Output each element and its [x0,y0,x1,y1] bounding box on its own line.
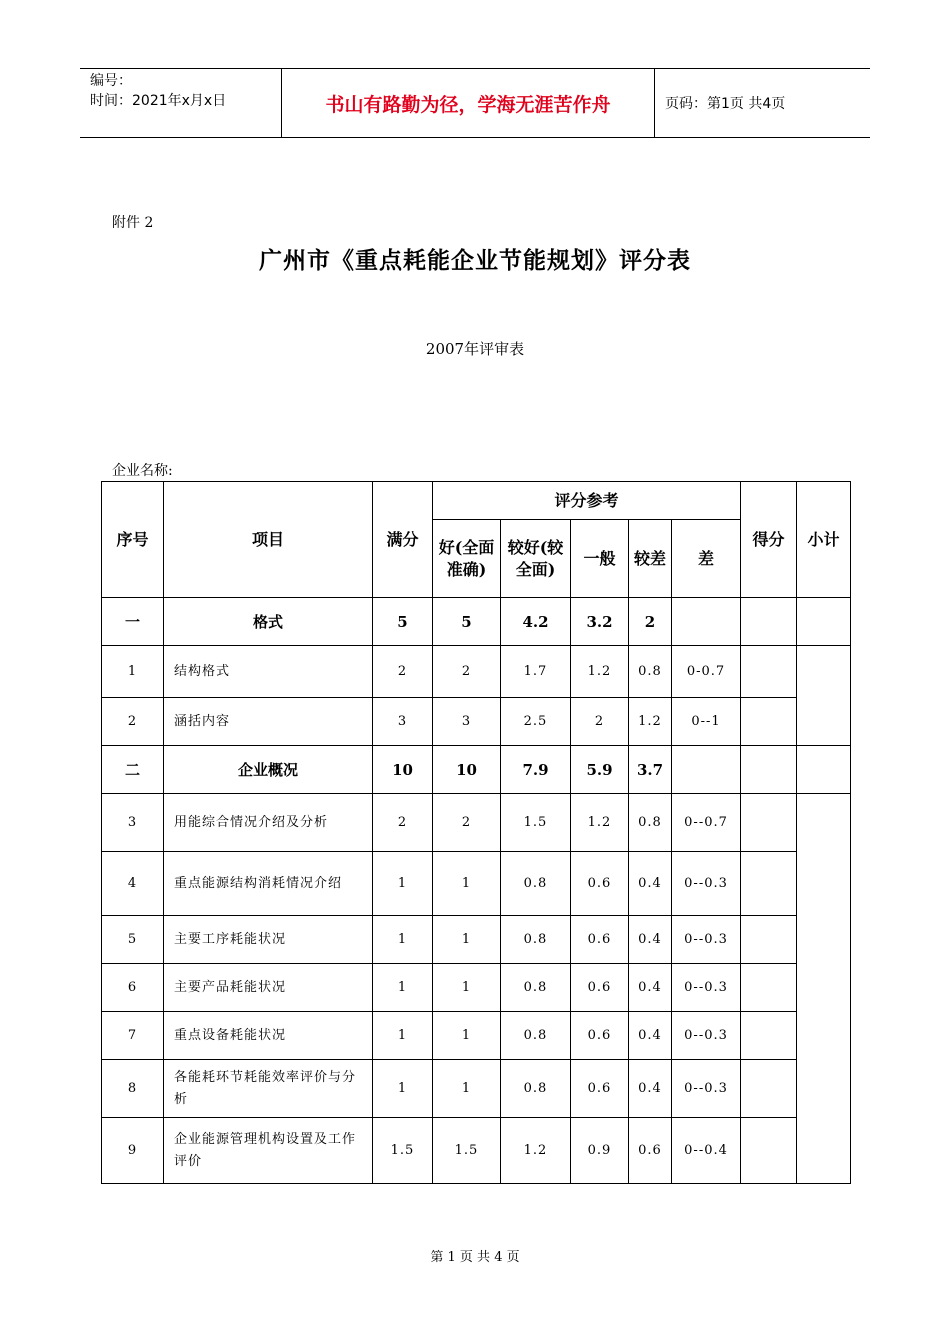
row-no: 7 [102,1012,164,1060]
row-no: 2 [102,698,164,746]
row-item: 用能综合情况介绍及分析 [164,794,373,852]
row-item: 格式 [164,598,373,646]
row-average: 0.6 [571,852,629,916]
row-poor: 0--0.7 [672,794,741,852]
row-poor-ish: 1.2 [629,698,672,746]
row-average: 1.2 [571,794,629,852]
row-poor-ish: 0.4 [629,964,672,1012]
row-subtotal [797,794,851,1184]
row-fairly-good: 4.2 [501,598,571,646]
row-poor-ish: 0.4 [629,916,672,964]
row-poor: 0--0.3 [672,916,741,964]
header-score: 得分 [741,482,797,598]
row-full: 2 [373,646,433,698]
row-poor: 0--1 [672,698,741,746]
row-score [741,698,797,746]
row-poor: 0--0.3 [672,1012,741,1060]
row-item: 主要工序耗能状况 [164,916,373,964]
row-good: 5 [433,598,501,646]
header-poor: 差 [672,520,741,598]
row-no: 9 [102,1118,164,1184]
row-good: 2 [433,794,501,852]
row-poor-ish: 0.4 [629,852,672,916]
row-average: 5.9 [571,746,629,794]
row-no: 3 [102,794,164,852]
page-footer: 第 1 页 共 4 页 [430,1250,520,1265]
header-page-info: 页码：第1页 共4页 [665,96,786,112]
row-no: 5 [102,916,164,964]
header-subtotal: 小计 [797,482,851,598]
header-no: 序号 [102,482,164,598]
row-fairly-good: 0.8 [501,916,571,964]
row-good: 2 [433,646,501,698]
row-poor: 0--0.3 [672,1060,741,1118]
row-full: 1 [373,1012,433,1060]
row-full: 1 [373,916,433,964]
row-score [741,852,797,916]
document-title: 广州市《重点耗能企业节能规划》评分表 [259,247,691,274]
row-poor: 0--0.3 [672,964,741,1012]
header-meta [80,69,282,137]
header-motto: 书山有路勤为径，学海无涯苦作舟 [282,69,655,137]
row-good: 10 [433,746,501,794]
row-average: 0.6 [571,1012,629,1060]
row-poor: 0--0.4 [672,1118,741,1184]
document-subtitle: 2007年评审表 [425,340,525,358]
row-fairly-good: 0.8 [501,964,571,1012]
row-score [741,598,797,646]
row-item: 各能耗环节耗能效率评价与分析 [164,1060,373,1118]
row-poor-ish: 0.4 [629,1060,672,1118]
row-good: 1 [433,964,501,1012]
table-row [102,598,851,646]
row-poor-ish: 2 [629,598,672,646]
row-average: 0.6 [571,1060,629,1118]
row-full: 1 [373,964,433,1012]
row-average: 3.2 [571,598,629,646]
row-full: 10 [373,746,433,794]
company-name-label: 企业名称: [112,463,173,479]
row-full: 1 [373,1060,433,1118]
row-item: 主要产品耗能状况 [164,964,373,1012]
table-row [102,1060,851,1118]
row-good: 1 [433,916,501,964]
row-poor-ish: 0.4 [629,1012,672,1060]
row-fairly-good: 0.8 [501,1060,571,1118]
table-row [102,698,851,746]
row-subtotal [797,598,851,646]
row-good: 3 [433,698,501,746]
row-full: 3 [373,698,433,746]
row-score [741,964,797,1012]
row-good: 1 [433,852,501,916]
table-row [102,646,851,698]
row-score [741,1012,797,1060]
row-poor: 0-0.7 [672,646,741,698]
header-fairly-good: 较好(较全面) [501,520,571,598]
table-row [102,1118,851,1184]
row-item: 涵括内容 [164,698,373,746]
page-header [80,68,870,138]
row-good: 1 [433,1060,501,1118]
row-fairly-good: 0.8 [501,852,571,916]
row-poor [672,746,741,794]
row-fairly-good: 2.5 [501,698,571,746]
row-full: 1.5 [373,1118,433,1184]
row-no: 1 [102,646,164,698]
row-poor-ish: 0.6 [629,1118,672,1184]
row-score [741,1060,797,1118]
table-row [102,746,851,794]
time-label: 时间：2021年x月x日 [90,93,227,109]
header-full: 满分 [373,482,433,598]
row-item: 企业能源管理机构设置及工作评价 [164,1118,373,1184]
row-poor-ish: 0.8 [629,794,672,852]
row-average: 0.6 [571,964,629,1012]
row-fairly-good: 1.2 [501,1118,571,1184]
row-poor: 0--0.3 [672,852,741,916]
scoring-table [101,481,851,1184]
row-no: 6 [102,964,164,1012]
header-good: 好(全面准确) [433,520,501,598]
row-no: 8 [102,1060,164,1118]
table-row [102,794,851,852]
row-average: 1.2 [571,646,629,698]
attachment-label: 附件 2 [112,215,154,231]
row-item: 重点能源结构消耗情况介绍 [164,852,373,916]
row-score [741,1118,797,1184]
row-fairly-good: 1.5 [501,794,571,852]
header-reference: 评分参考 [433,482,741,520]
row-fairly-good: 0.8 [501,1012,571,1060]
row-good: 1.5 [433,1118,501,1184]
serial-label: 编号： [90,73,132,89]
table-row [102,916,851,964]
table-row [102,852,851,916]
row-full: 2 [373,794,433,852]
header-item: 项目 [164,482,373,598]
row-full: 1 [373,852,433,916]
table-row [102,964,851,1012]
row-full: 5 [373,598,433,646]
row-subtotal [797,746,851,794]
row-average: 0.6 [571,916,629,964]
row-item: 结构格式 [164,646,373,698]
table-row [102,1012,851,1060]
row-score [741,916,797,964]
row-poor-ish: 3.7 [629,746,672,794]
row-score [741,794,797,852]
row-no: 二 [102,746,164,794]
row-item: 企业概况 [164,746,373,794]
row-no: 4 [102,852,164,916]
row-subtotal [797,646,851,746]
header-poor-ish: 较差 [629,520,672,598]
row-fairly-good: 7.9 [501,746,571,794]
row-good: 1 [433,1012,501,1060]
row-average: 0.9 [571,1118,629,1184]
row-poor [672,598,741,646]
row-item: 重点设备耗能状况 [164,1012,373,1060]
row-average: 2 [571,698,629,746]
row-poor-ish: 0.8 [629,646,672,698]
row-no: 一 [102,598,164,646]
row-fairly-good: 1.7 [501,646,571,698]
header-average: 一般 [571,520,629,598]
row-score [741,746,797,794]
row-score [741,646,797,698]
